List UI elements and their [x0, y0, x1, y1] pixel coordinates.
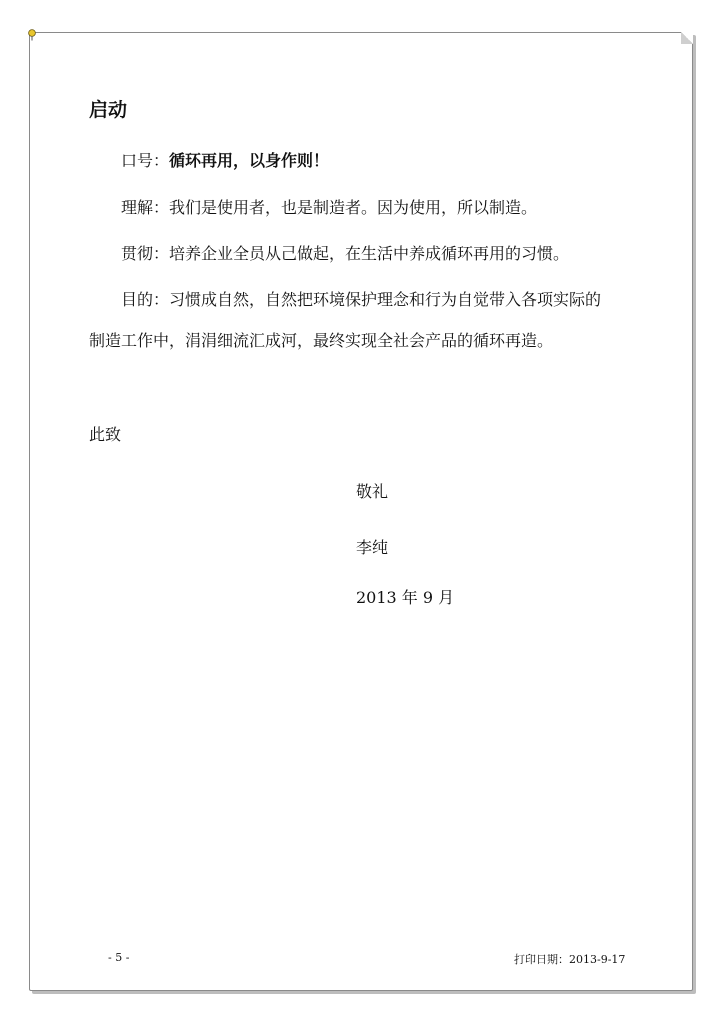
letter-date: 2013 年 9 月	[356, 588, 455, 607]
print-date: 打印日期：2013-9-17	[514, 953, 626, 966]
slogan-paragraph	[121, 153, 329, 169]
page-number: - 5 -	[108, 951, 130, 964]
document-page	[29, 32, 693, 991]
signer-name: 李纯	[356, 538, 389, 557]
regards-line: 敬礼	[356, 482, 389, 501]
understanding-paragraph: 理解：我们是使用者，也是制造者。因为使用，所以制造。	[121, 198, 538, 217]
closing-salutation: 此致	[89, 425, 122, 444]
implementation-paragraph: 贯彻：培养企业全员从己做起，在生活中养成循环再用的习惯。	[121, 244, 570, 263]
slogan-label: 口号：	[121, 151, 170, 170]
purpose-paragraph-line-1: 目的：习惯成自然，自然把环境保护理念和行为自觉带入各项实际的	[121, 290, 602, 309]
slogan-text: 循环再用，以身作则！	[169, 151, 330, 170]
page-fold-corner	[681, 32, 693, 44]
section-heading: 启动	[89, 99, 128, 121]
purpose-paragraph-line-2: 制造工作中，涓涓细流汇成河，最终实现全社会产品的循环再造。	[89, 331, 554, 350]
pushpin-icon	[27, 29, 37, 41]
